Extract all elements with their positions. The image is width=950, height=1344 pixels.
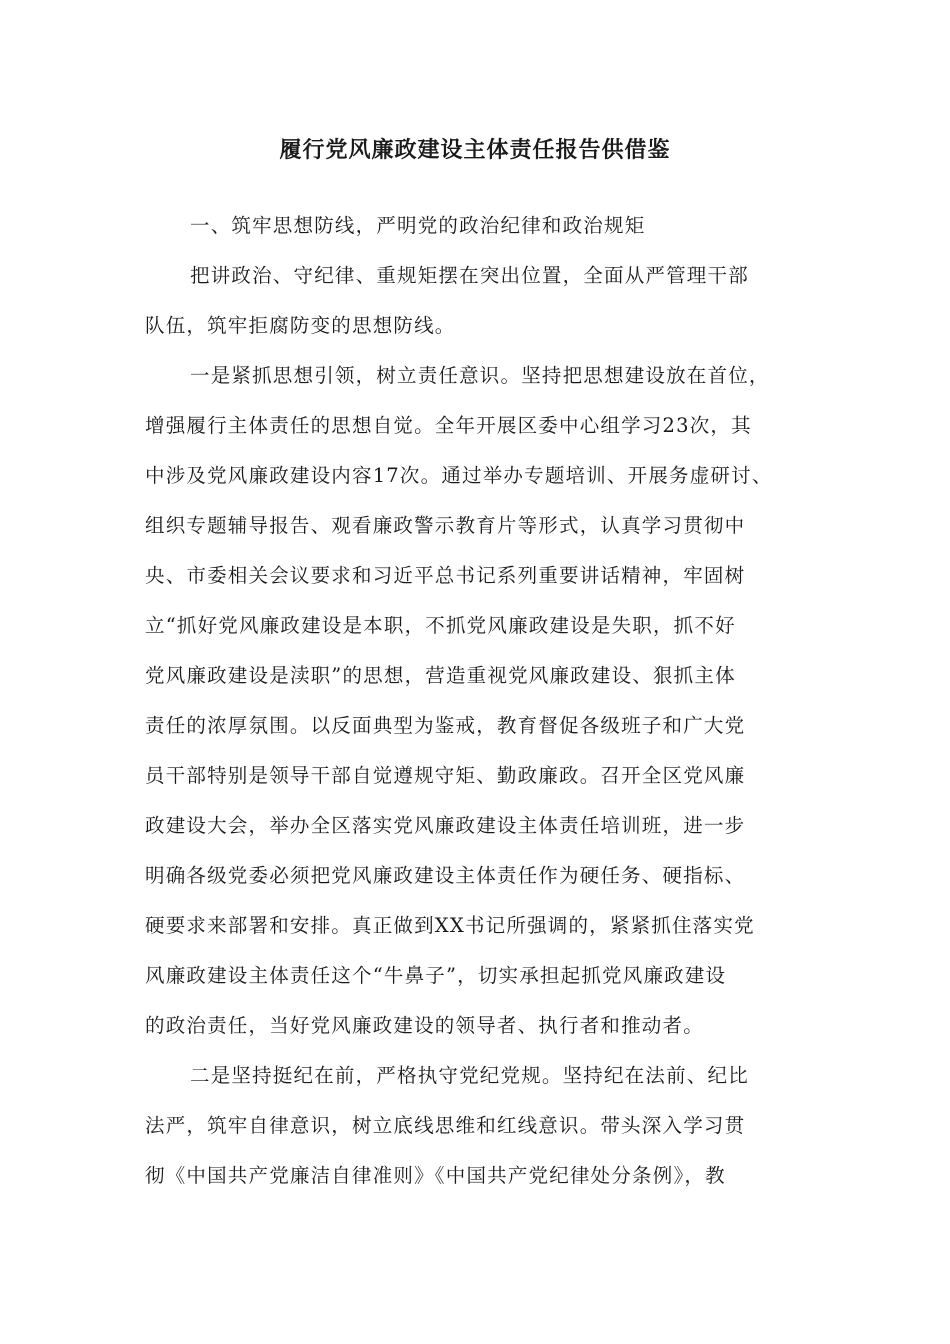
document-title: 履行党风廉政建设主体责任报告供借鉴 — [279, 137, 671, 163]
paragraph-line: 增强履行主体责任的思想自觉。全年开展区委中心组学习23次，其 — [145, 414, 752, 437]
section-heading: 一、筑牢思想防线，严明党的政治纪律和政治规矩 — [190, 214, 646, 237]
paragraph-line: 法严，筑牢自律意识，树立底线思维和红线意识。带头深入学习贯 — [145, 1114, 746, 1137]
paragraph-line: 党风廉政建设是渎职”的思想，营造重视党风廉政建设、狠抓主体 — [145, 664, 736, 687]
paragraph-line: 一是紧抓思想引领，树立责任意识。坚持把思想建设放在首位， — [190, 364, 770, 387]
paragraph-line: 队伍，筑牢拒腐防变的思想防线。 — [145, 314, 456, 337]
paragraph-line: 员干部特别是领导干部自觉遵规守矩、勤政廉政。召开全区党风廉 — [145, 764, 746, 787]
paragraph-line: 的政治责任，当好党风廉政建设的领导者、执行者和推动者。 — [145, 1014, 704, 1037]
paragraph-line: 中涉及党风廉政建设内容17次。通过举办专题培训、开展务虚研讨、 — [145, 464, 773, 487]
paragraph-line: 组织专题辅导报告、观看廉政警示教育片等形式，认真学习贯彻中 — [145, 514, 746, 537]
paragraph-line: 政建设大会，举办全区落实党风廉政建设主体责任培训班，进一步 — [145, 814, 746, 837]
paragraph-line: 立“抓好党风廉政建设是本职，不抓党风廉政建设是失职，抓不好 — [145, 614, 736, 637]
paragraph-line: 二是坚持挺纪在前，严格执守党纪党规。坚持纪在法前、纪比 — [190, 1064, 749, 1087]
paragraph-line: 把讲政治、守纪律、重规矩摆在突出位置，全面从严管理干部 — [190, 264, 749, 287]
paragraph-line: 明确各级党委必须把党风廉政建设主体责任作为硬任务、硬指标、 — [145, 864, 746, 887]
paragraph-line: 硬要求来部署和安排。真正做到XX书记所强调的，紧紧抓住落实党 — [145, 914, 755, 937]
paragraph-line: 央、市委相关会议要求和习近平总书记系列重要讲话精神，牢固树 — [145, 564, 746, 587]
paragraph-line: 责任的浓厚氛围。以反面典型为鉴戒，教育督促各级班子和广大党 — [145, 714, 746, 737]
paragraph-line: 风廉政建设主体责任这个“牛鼻子”，切实承担起抓党风廉政建设 — [145, 964, 727, 987]
paragraph-line: 彻《中国共产党廉洁自律准则》《中国共产党纪律处分条例》，教 — [145, 1164, 726, 1187]
